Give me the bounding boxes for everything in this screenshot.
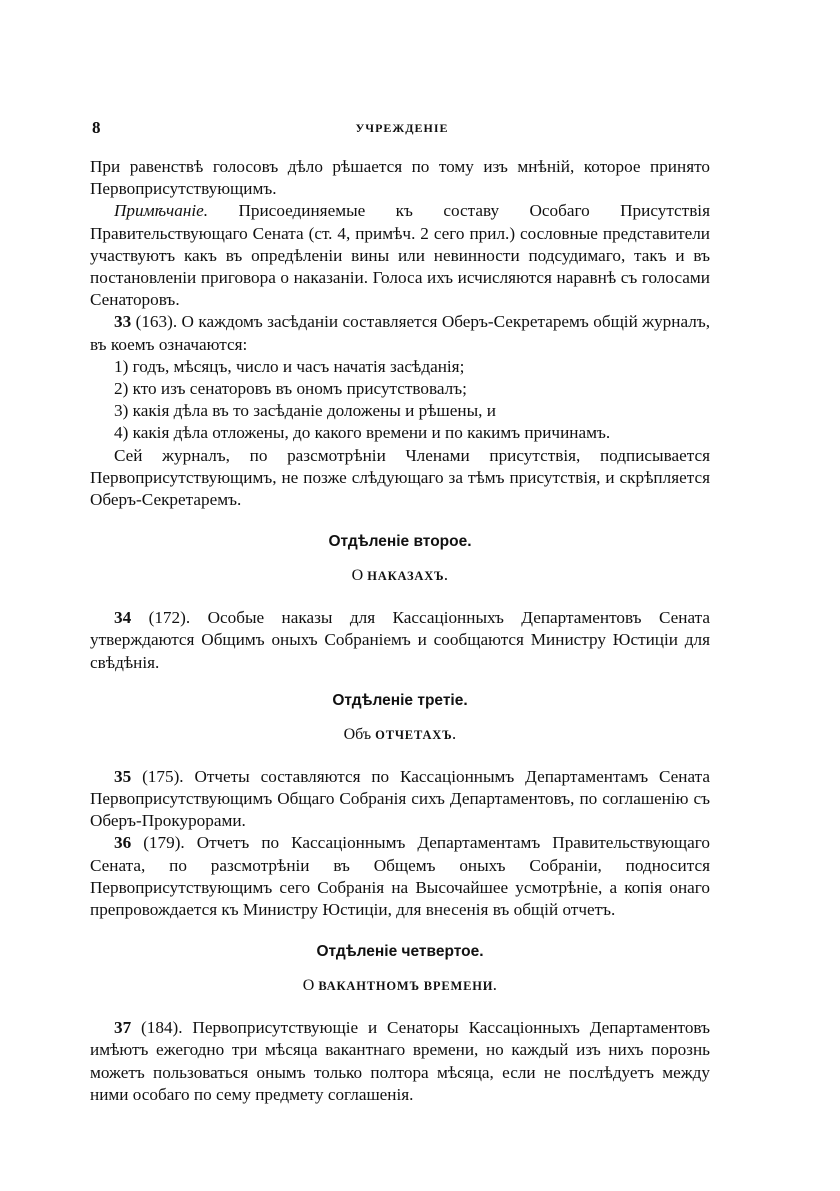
list-item: 3) какія дѣла въ то засѣданіе доложены и рѣшены, и bbox=[114, 401, 496, 421]
article-36 bbox=[90, 832, 710, 921]
subsection-prefix: О bbox=[302, 977, 315, 995]
body-text bbox=[90, 156, 710, 1106]
subsection-title: ВАКАНТНОМЪ ВРЕМЕНИ. bbox=[318, 979, 498, 994]
running-head bbox=[92, 118, 712, 140]
subsection-heading bbox=[90, 567, 710, 585]
article-text: (179). Отчетъ по Кассаціоннымъ Департаментамъ Правительствующаго Сената, по разсмотрѣніи въ Общемъ оныхъ Собраніи, подносится Первоприсутствующимъ сего Собранія на Высочайшее усмотрѣніе, а копія онаго препровождается къ Министру Юстиціи, для внесенія въ общій отчетъ. bbox=[90, 833, 710, 920]
journal-paragraph: Сей журналъ, по разсмотрѣніи Членами присутствія, подписывается Первоприсутствующимъ, не позже слѣдующаго за тѣмъ присутствія, и скрѣпляется Оберъ-Секретаремъ. bbox=[90, 445, 710, 510]
subsection-title: ОТЧЕТАХЪ. bbox=[375, 727, 457, 742]
article-text: (163). О каждомъ засѣданіи составляется Оберъ-Секретаремъ общій журналъ, въ коемъ означаются: bbox=[90, 312, 710, 354]
running-title: УЧРЕЖДЕНІЕ bbox=[355, 121, 449, 135]
article-number: 36 bbox=[114, 833, 132, 853]
subsection-prefix: О bbox=[351, 567, 364, 585]
note-label: Примѣчаніе. bbox=[114, 201, 209, 221]
section-heading: Отдѣленіе второе. bbox=[328, 533, 472, 551]
note-text: Присоединяемые къ составу Особаго Присутствія Правительствующаго Сената (ст. 4, примѣч. 2 сего прил.) сословные представители участвуютъ какъ въ опредѣленіи вины или невинности подсудимаго, такъ и въ постановленіи приговора о наказаніи. Голоса ихъ исчисляются наравнѣ съ голосами Сенаторовъ. bbox=[90, 201, 710, 310]
article-33 bbox=[90, 311, 710, 355]
article-34 bbox=[90, 607, 710, 674]
article-text: (175). Отчеты составляются по Кассаціоннымъ Департаментамъ Сената Первоприсутствующимъ Общаго Собранія сихъ Департаментовъ, по соглашенію съ Оберъ-Прокурорами. bbox=[90, 766, 710, 831]
subsection-title: НАКАЗАХЪ. bbox=[367, 569, 449, 584]
article-number: 34 bbox=[114, 608, 132, 628]
paragraph-voting-rule: При равенствѣ голосовъ дѣло рѣшается по тому изъ мнѣній, которое принято Первоприсутствующимъ. bbox=[90, 157, 710, 199]
article-number: 33 bbox=[114, 312, 132, 332]
article-number: 35 bbox=[114, 766, 132, 786]
section-heading: Отдѣленіе четвертое. bbox=[316, 943, 484, 961]
page-number: 8 bbox=[92, 118, 101, 137]
list-item: 2) кто изъ сенаторовъ въ ономъ присутствовалъ; bbox=[114, 379, 467, 399]
article-text: (172). Особые наказы для Кассаціонныхъ Департаментовъ Сената утверждаются Общимъ оныхъ Собраніемъ и сообщаются Министру Юстиціи для свѣдѣнія. bbox=[90, 608, 710, 672]
subsection-heading bbox=[90, 726, 710, 744]
article-35 bbox=[90, 766, 710, 833]
subsection-prefix: Объ bbox=[343, 725, 372, 743]
article-number: 37 bbox=[114, 1018, 132, 1038]
note-paragraph bbox=[90, 200, 710, 311]
section-heading: Отдѣленіе третіе. bbox=[332, 691, 468, 709]
subsection-heading bbox=[90, 977, 710, 995]
list-item: 4) какія дѣла отложены, до какого времени и по какимъ причинамъ. bbox=[114, 423, 611, 443]
article-37 bbox=[90, 1017, 710, 1106]
list-item: 1) годъ, мѣсяцъ, число и часъ начатія засѣданія; bbox=[114, 356, 465, 376]
article-text: (184). Первоприсутствующіе и Сенаторы Кассаціонныхъ Департаментовъ имѣютъ ежегодно три мѣсяца вакантнаго времени, но каждый изъ нихъ порознь можетъ пользоваться онымъ только полтора мѣсяца, если не послѣдуетъ между ними особаго по сему предмету соглашенія. bbox=[90, 1018, 710, 1104]
